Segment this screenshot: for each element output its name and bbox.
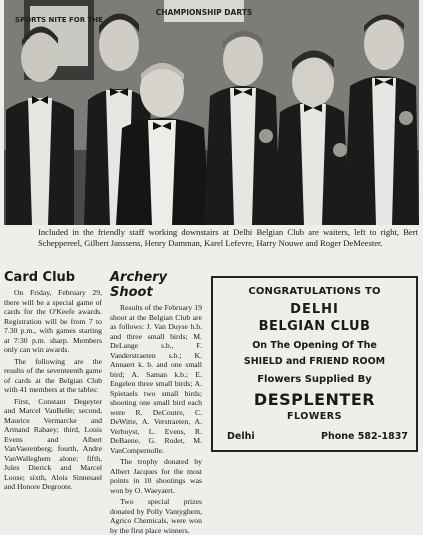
florist-advertisement [211, 276, 418, 452]
banner-left-text: SPORTS NITE FOR THE [15, 16, 103, 24]
ad-town: Delhi [227, 431, 255, 442]
staff-photo-illustration [4, 0, 419, 225]
card-club-paragraph: First, Constant Degeyter and Marcel VanBelle; second, Maurice Vermarcke and Armand Rabaey; third, Louis Evens and Albert VanVaerenberg; fourth, Andre VanWalleghem alone; fifth, Jules Dierick and Marcel Loose; sixth, Alois Sinnesael and Honore Degroote. [4, 396, 102, 491]
ad-phone: Phone 582-1837 [321, 431, 408, 442]
card-club-article [4, 270, 102, 492]
ad-flowers: FLOWERS [287, 411, 342, 422]
archery-paragraph: Two special prizes donated by Polly Vantyghem, Agrico Chemicals, were won by the first place winners. [110, 497, 202, 535]
card-club-paragraph: On Friday, February 29, there will be a special game of cards for the O'Keefe awards. Registration will be from 7 to 7.30 p.m., with games starting at 7:30 p.m. sharp. Members only can win awards. [4, 288, 102, 354]
ad-desplenter: DESPLENTER [253, 390, 376, 409]
banner-right-text: CHAMPIONSHIP DARTS [155, 8, 253, 17]
ad-opening: On The Opening Of The [252, 340, 377, 351]
ad-footer [227, 431, 408, 442]
archery-paragraph: Results of the February 19 shoot at the Belgian Club are as follows: J. Van Duyse h.b. and three small birds; M. DeLange s.b., F. Vanderstraeten s.b.; K. Annaert k. b. and one small bird; A. Saman k.b.; E. Engelen three small birds; A. Spietaels two small birds; shooting one small bird each were R. DeCoutre, C. DeWitte, A. Verstraeten, A. Verbuyst, L. Evens, R. DeBaene, G. Rodet, M. VanCompernolle. [110, 303, 202, 455]
card-club-heading: Card Club [4, 270, 76, 285]
ad-delhi: DELHI [290, 302, 339, 317]
card-club-paragraph: The following are the results of the seventeenth game of cards at the Belgian Club with 41 members at the tables: [4, 356, 102, 394]
archery-shoot-article [110, 270, 202, 535]
ad-belgian-club: BELGIAN CLUB [258, 319, 371, 334]
staff-photo [4, 0, 419, 225]
ad-flowers-supplied: Flowers Supplied By [257, 374, 372, 385]
archery-paragraph: The trophy donated by Albert Jacques for the most points in 10 shootings was won by O. Waeyaert. [110, 457, 202, 495]
archery-shoot-heading: Archery Shoot [110, 270, 168, 300]
ad-congratulations: CONGRATULATIONS TO [248, 286, 381, 297]
photo-caption: Included in the friendly staff working downstairs at Delhi Belgian Club are waiters, left to right, Bert Scheppereel, Gilbert Janssens, Henry Damman, Karel Lefevre, Harry Nouwe and Roger DeMeester. [38, 227, 418, 248]
ad-shield-friend-room: SHIELD and FRIEND ROOM [243, 356, 386, 367]
